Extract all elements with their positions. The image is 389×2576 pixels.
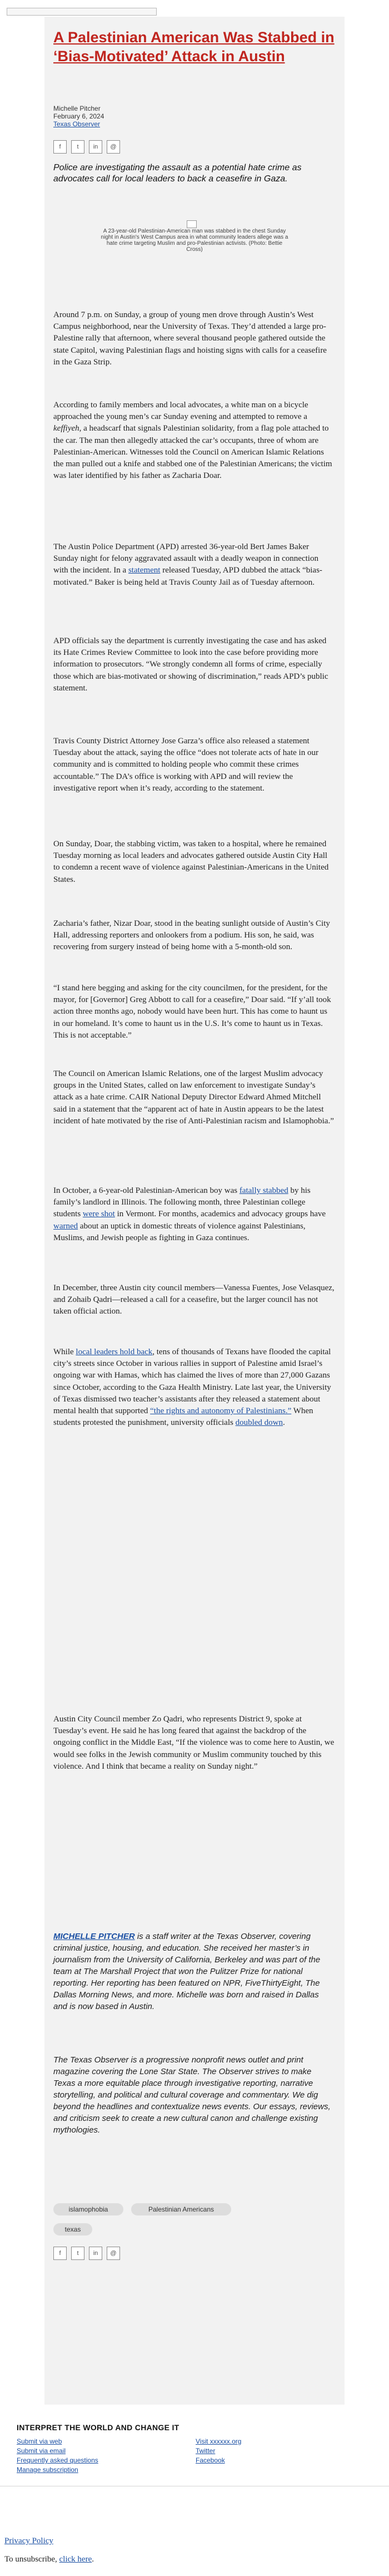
- footer-link-submit-email[interactable]: Submit via email: [17, 2447, 66, 2455]
- share-icons-bottom: [53, 2247, 120, 2259]
- author-bio-link[interactable]: MICHELLE PITCHER: [53, 1932, 135, 1941]
- email-icon[interactable]: @: [107, 140, 120, 154]
- linkedin-icon[interactable]: in: [89, 140, 102, 154]
- article-photo: [187, 220, 197, 228]
- paragraph-11: In December, three Austin city council members—Vanessa Fuentes, Jose Velasquez, and Zohaib Qadri—released a call for a ceasefire, but the larger council has not taken official action.: [53, 1284, 335, 1316]
- footer-link-manage-subscription[interactable]: Manage subscription: [17, 2466, 78, 2474]
- publication-link[interactable]: Texas Observer: [53, 120, 101, 128]
- rights-autonomy-link[interactable]: “the rights and autonomy of Palestinians.”: [150, 1407, 292, 1416]
- fatally-stabbed-link[interactable]: fatally stabbed: [239, 1186, 288, 1195]
- paragraph-3: The Austin Police Department (APD) arrested 36-year-old Bert James Baker Sunday night for felony aggravated assault with a deadly weapon in connection with the incident. In a statement released Tuesday, APD dubbed the attack “bias-motivated.” Baker is being held at Travis County Jail as of Tuesday afternoon.: [53, 542, 322, 587]
- paragraph-1: Around 7 p.m. on Sunday, a group of young men drove through Austin’s West Campus neighborhood, near the University of Texas. They’d attended a large pro-Palestine rally that afternoon, where several thousand people gathered outside the state Capitol, waving Palestinian flags and hoisting signs with calls for a ceasefire in the Gaza Strip.: [53, 310, 327, 367]
- twitter-icon[interactable]: t: [71, 2247, 84, 2260]
- email-icon[interactable]: @: [107, 2247, 120, 2260]
- twitter-icon[interactable]: t: [71, 140, 84, 154]
- paragraph-9: The Council on American Islamic Relations, one of the largest Muslim advocacy groups in the United States, called on law enforcement to investigate Sunday’s attack as a hate crime. CAIR National Deputy Director Edward Ahmed Mitchell said in a statement that the “apparent act of hate in Austin appears to be the latest incident of hate motivated by the rise of Anti-Palestinian racism and Islamophobia.”: [53, 1069, 334, 1126]
- tag-palestinian-americans[interactable]: Palestinian Americans: [131, 2203, 231, 2215]
- were-shot-link[interactable]: were shot: [82, 1210, 115, 1219]
- keffiyeh-term: keffiyeh: [53, 424, 79, 433]
- privacy-line: [4, 2536, 53, 2546]
- author-name: Michelle Pitcher: [53, 105, 101, 112]
- paragraph-8: “I stand here begging and asking for the city councilmen, for the president, for the mayor, for [Governor] Greg Abbott to call for a ceasefire,” Doar said. “If y’all took action three months ago, nobody would have been hurt. This has come to haunt us in our homeland. It’s come to haunt us in the U.S. It’s come to haunt us in Texas. This is not acceptable.”: [53, 984, 331, 1040]
- article-headline[interactable]: A Palestinian American Was Stabbed in ‘Bias-Motivated’ Attack in Austin: [53, 29, 335, 65]
- paragraph-6: On Sunday, Doar, the stabbing victim, was taken to a hospital, where he remained Tuesday morning as local leaders and advocates gathered outside Austin City Hall to condemn a recent wave of violence against Palestinian-Americans in the United States.: [53, 840, 329, 884]
- paragraph-12: While local leaders hold back, tens of thousands of Texans have flooded the capital city’s streets since October in various rallies in support of Palestine amid Israel’s ongoing war with Hamas, which has claimed the lives of more than 27,000 Gazans since October, according to the Gaza Health Ministry. Late last year, the University of Texas dismissed two teacher’s assistants after they released a statement about mental health that supported “the rights and autonomy of Palestinians.” When students protested the punishment, university officials doubled down.: [53, 1348, 331, 1428]
- unsubscribe-line: To unsubscribe, click here.: [4, 2555, 94, 2564]
- unsubscribe-link[interactable]: click here: [59, 2555, 92, 2564]
- footer-link-visit-site[interactable]: Visit xxxxxx.org: [196, 2437, 242, 2445]
- paragraph-7: Zacharia’s father, Nizar Doar, stood in the beating sunlight outside of Austin’s City Hall, addressing reporters and onlookers from a podium. His son, he said, was recovering from surgery instead of being home with a 5-month-old son.: [53, 919, 330, 952]
- paragraph-10: In October, a 6-year-old Palestinian-American boy was fatally stabbed by his family’s landlord in Illinois. The following month, three Palestinian college students were shot in Vermont. For months, academics and advocacy groups have warned about an uptick in domestic threats of violence against Palestinians, Muslims, and Jewish people as fighting in Gaza continues.: [53, 1186, 326, 1242]
- article-deck: Police are investigating the assault as a potential hate crime as advocates call for local leaders to back a ceasefire in Gaza.: [53, 163, 302, 184]
- tag-texas[interactable]: texas: [53, 2223, 92, 2236]
- share-icons-top: [53, 140, 120, 152]
- paragraph-5: Travis County District Attorney Jose Garza’s office also released a statement Tuesday about the attack, saying the office “does not tolerate acts of hate in our community and is committed to holding people who commit these crimes accountable.” The DA’s office is working with APD and will review the investigative report when it’s ready, according to the statement.: [53, 737, 318, 793]
- local-leaders-link[interactable]: local leaders hold back: [76, 1348, 153, 1356]
- linkedin-icon[interactable]: in: [89, 2247, 102, 2260]
- tag-islamophobia[interactable]: islamophobia: [53, 2203, 123, 2215]
- author-bio: MICHELLE PITCHER is a staff writer at the Texas Observer, covering criminal justice, housing, and education. She received her master’s in journalism from the University of California, Berkeley and was part of the team at The Marshall Project that won the Pulitzer Prize for national reporting. Her reporting has been featured on NPR, FiveThirtyEight, The Dallas Morning News, and more. Michelle was born and raised in Dallas and is now based in Austin.: [53, 1932, 321, 2011]
- facebook-icon[interactable]: f: [53, 140, 67, 154]
- footer-link-submit-web[interactable]: Submit via web: [17, 2437, 62, 2445]
- statement-link[interactable]: statement: [128, 566, 161, 575]
- footer-title: INTERPRET THE WORLD AND CHANGE IT: [17, 2423, 179, 2432]
- photo-caption: A 23-year-old Palestinian-American man was stabbed in the chest Sunday night in Austin's West Campus area in what community leaders allege was a hate crime targeting Muslim and pro-Palestinian activists. (Photo: Bettie Cross): [101, 228, 288, 253]
- privacy-policy-link[interactable]: Privacy Policy: [4, 2536, 53, 2545]
- site-logo[interactable]: [7, 8, 157, 16]
- byline: [53, 105, 335, 128]
- warned-link[interactable]: warned: [53, 1221, 78, 1231]
- footer-link-facebook[interactable]: Facebook: [196, 2456, 225, 2464]
- paragraph-13: Austin City Council member Zo Qadri, who represents District 9, spoke at Tuesday’s event. He said he has long feared that against the backdrop of the ongoing conflict in the Middle East, “If the violence was to come here to Austin, we would see folks in the Jewish community or Muslim community touched by this violence. And I think that became a reality on Sunday night.”: [53, 1715, 335, 1771]
- doubled-down-link[interactable]: doubled down: [235, 1418, 283, 1428]
- publication-tagline: The Texas Observer is a progressive nonprofit news outlet and print magazine covering the Lone Star State. The Observer strives to make Texas a more equitable place through investigative reporting, narrative storytelling, and political and cultural coverage and commentary. We dig beyond the headlines and contextualize news events. Our essays, reviews, and criticism seek to create a new cultural canon and challenge existing mythologies.: [53, 2055, 331, 2135]
- paragraph-4: APD officials say the department is currently investigating the case and has asked its Hate Crimes Review Committee to look into the case before providing more information to prosecutors. “We strongly condemn all forms of crime, especially those which are bias-motivated or showing of discrimination,” reads APD’s public statement.: [53, 636, 328, 693]
- publish-date: February 6, 2024: [53, 112, 104, 120]
- footer-link-faq[interactable]: Frequently asked questions: [17, 2456, 98, 2464]
- footer-link-twitter[interactable]: Twitter: [196, 2447, 216, 2455]
- paragraph-2: According to family members and local advocates, a white man on a bicycle approached the young men’s car Sunday evening and attempted to remove a keffiyeh, a headscarf that signals Palestinian solidarity, from a flag pole attached to the car. The man then allegedly attacked the car’s occupants, three of whom are Palestinian-American. Witnesses told the Council on American Islamic Relations the man pulled out a knife and stabbed one of the Palestinian Americans; the victim was later identified by his father as Zacharia Doar.: [53, 401, 332, 481]
- facebook-icon[interactable]: f: [53, 2247, 67, 2260]
